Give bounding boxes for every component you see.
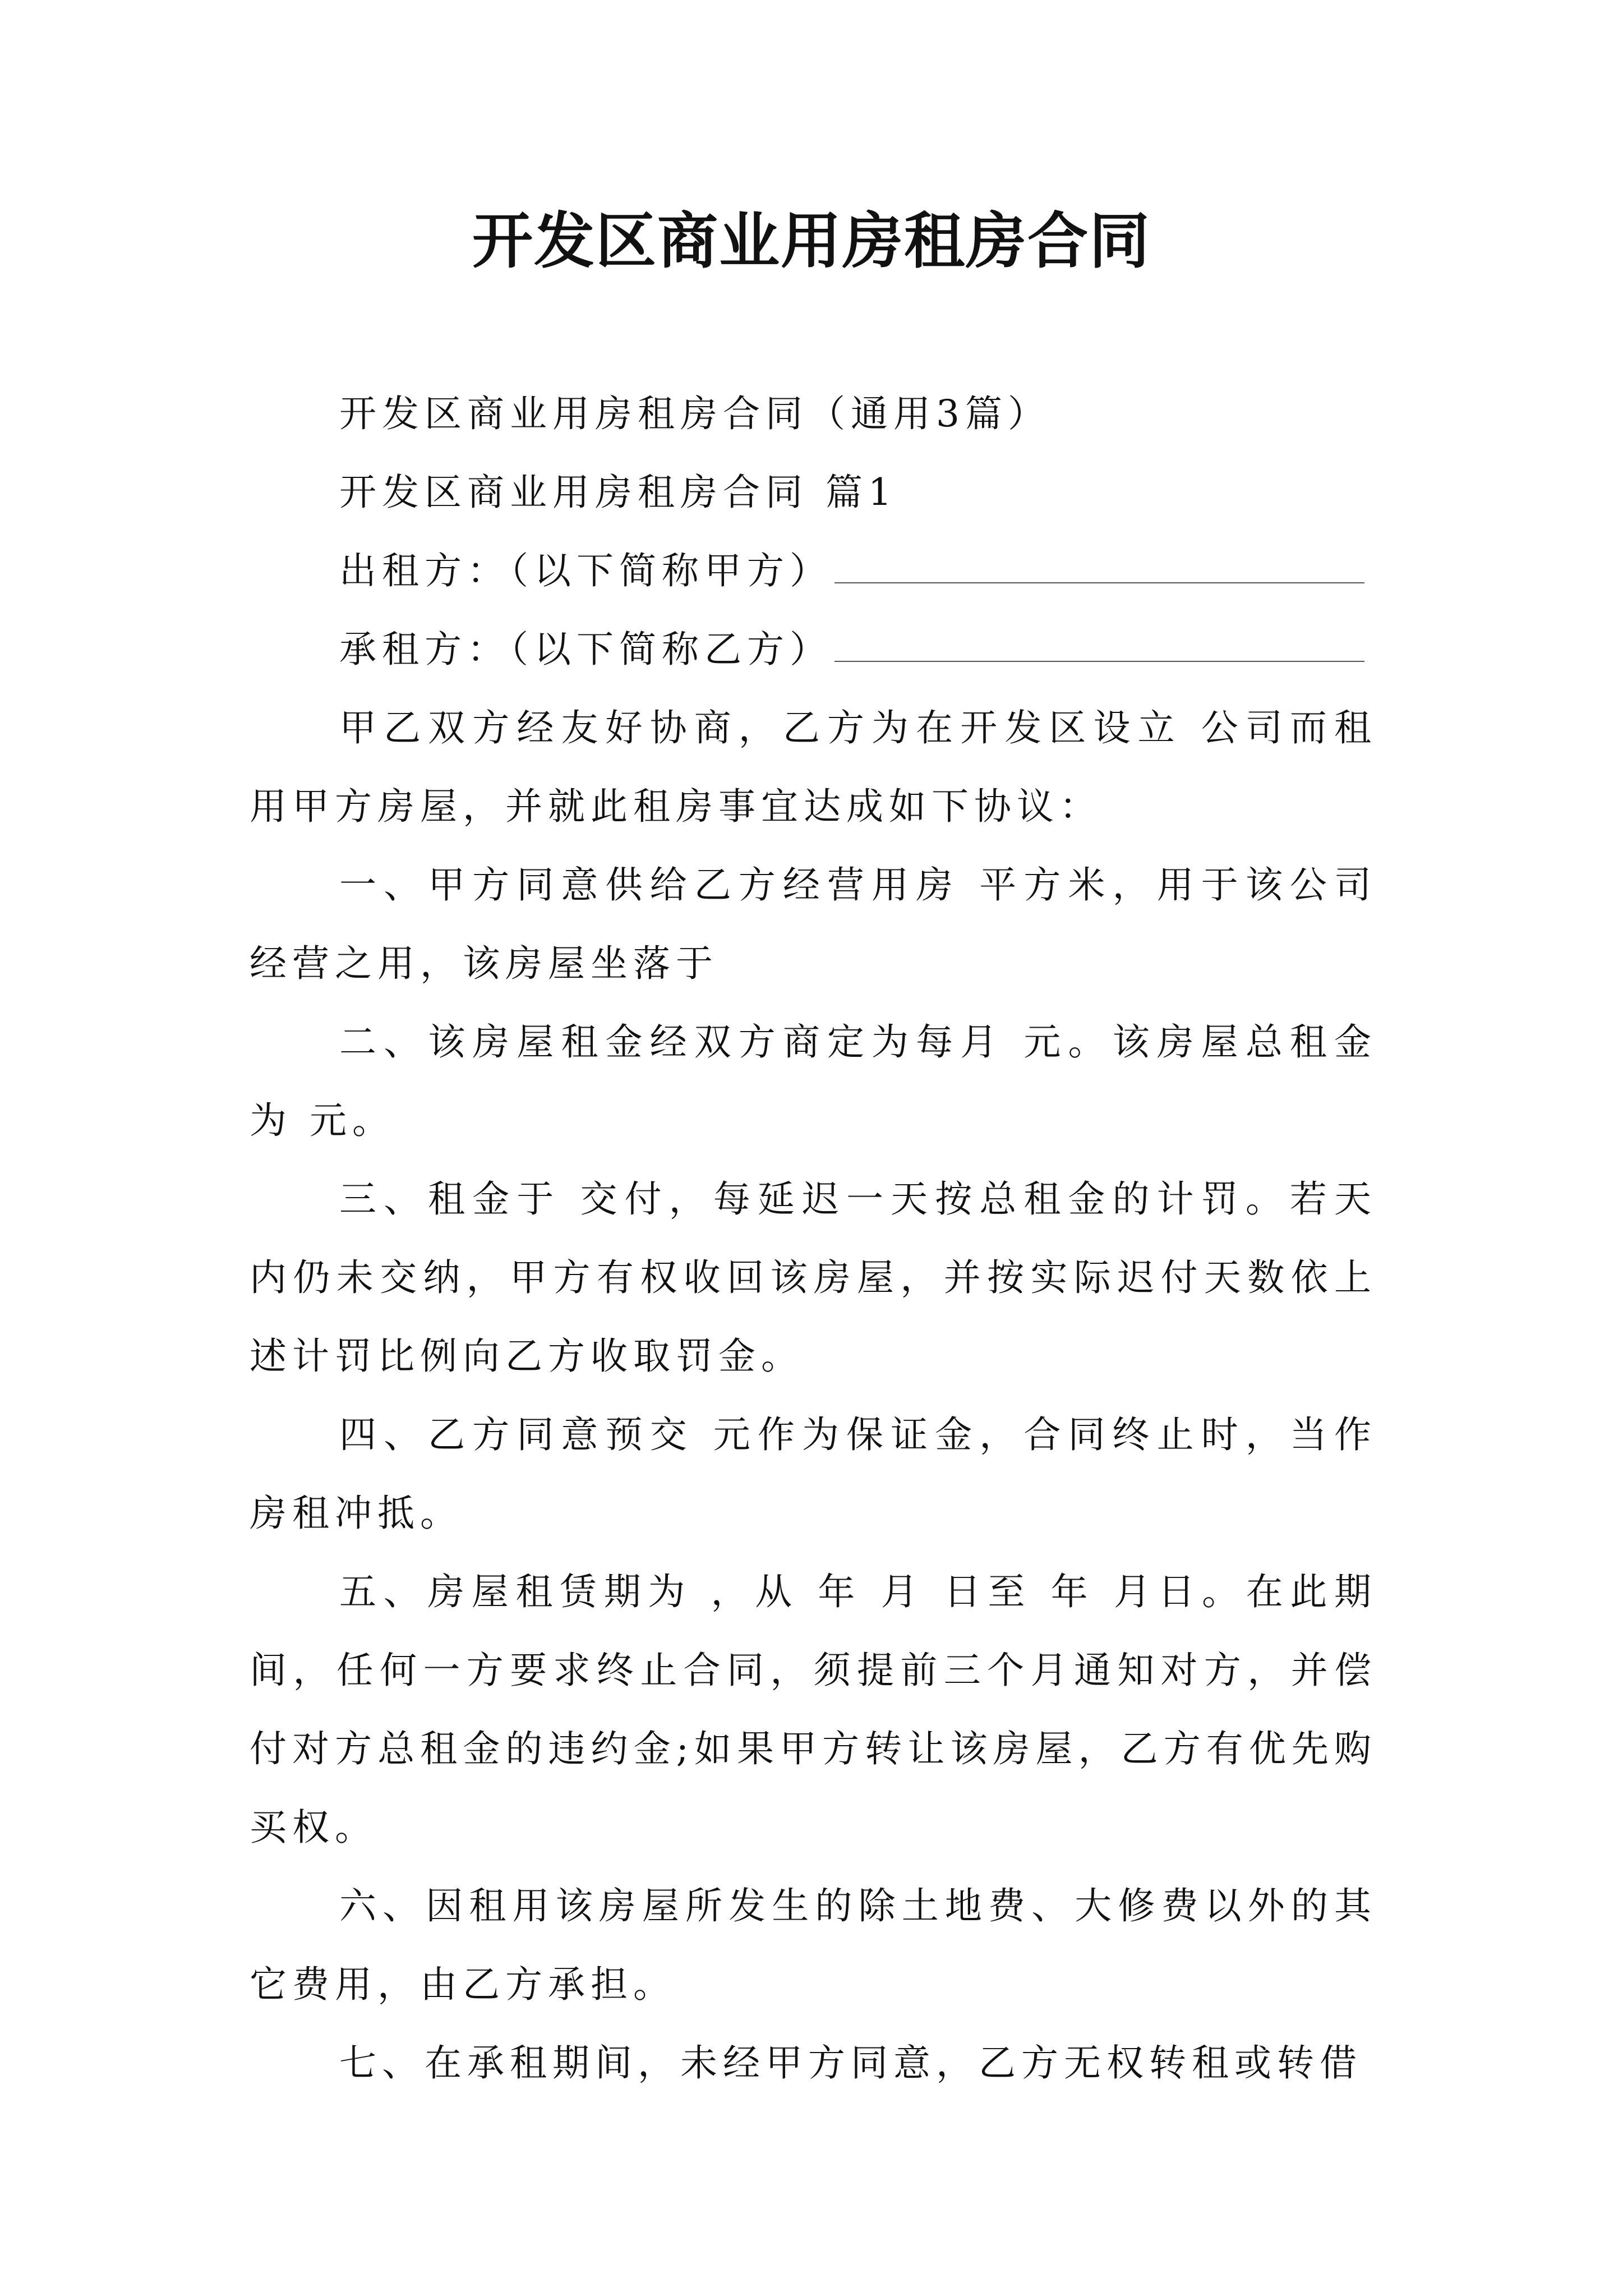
lessor-field <box>250 532 1377 610</box>
document-title: 开发区商业用房租房合同 <box>472 206 1151 277</box>
document-body <box>250 375 1377 2102</box>
lessor-label: 出租方：（以下简称甲方） <box>339 549 832 592</box>
clause-6: 六、因租用该房屋所发生的除土地费、大修费以外的其它费用，由乙方承担。 <box>250 1884 1377 2006</box>
section-heading: 开发区商业用房租房合同 篇1 <box>339 471 897 514</box>
lessor-blank-line <box>834 549 1364 583</box>
clause-1: 一、甲方同意供给乙方经营用房 平方米，用于该公司经营之用，该房屋坐落于 <box>250 863 1377 985</box>
clause-5: 五、房屋租赁期为 ，从 年 月 日至 年 月日。在此期间，任何一方要求终止合同，须提前三个月通知对方，并偿付对方总租金的违约金;如果甲方转让该房屋，乙方有优先购买权。 <box>250 1570 1377 1849</box>
clause-7: 七、在承租期间，未经甲方同意，乙方无权转租或转借 <box>339 2041 1362 2085</box>
clause-2: 二、该房屋租金经双方商定为每月 元。该房屋总租金为 元。 <box>250 1020 1377 1142</box>
clause-4: 四、乙方同意预交 元作为保证金，合同终止时，当作房租冲抵。 <box>250 1413 1377 1535</box>
lessee-label: 承租方：（以下简称乙方） <box>339 628 832 671</box>
document-subtitle: 开发区商业用房租房合同（通用3篇） <box>339 392 1050 435</box>
clause-3: 三、租金于 交付，每延迟一天按总租金的计罚。若天内仍未交纳，甲方有权收回该房屋，并按实际迟付天数依上述计罚比例向乙方收取罚金。 <box>250 1177 1377 1378</box>
lessee-blank-line <box>834 627 1364 662</box>
lessee-field <box>250 610 1377 689</box>
paragraph-intro: 甲乙双方经友好协商，乙方为在开发区设立 公司而租用甲方房屋，并就此租房事宜达成如下协议： <box>250 706 1377 828</box>
